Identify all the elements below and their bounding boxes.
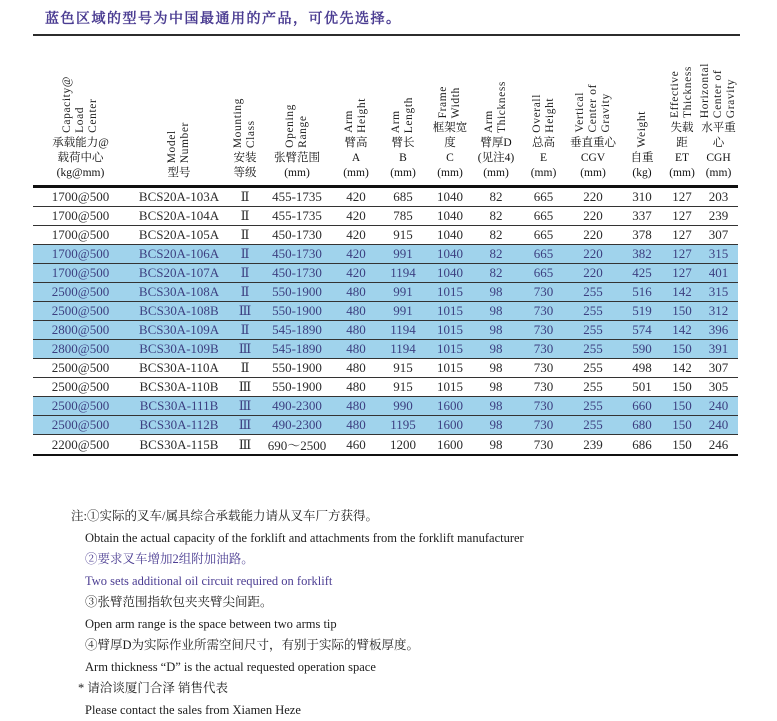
table-cell: 1040 xyxy=(428,264,472,283)
table-cell: 150 xyxy=(665,397,699,416)
table-cell: 312 xyxy=(699,302,738,321)
table-cell: BCS30A-109B xyxy=(128,340,230,359)
table-cell: 2500@500 xyxy=(33,416,128,435)
table-cell: 239 xyxy=(567,435,619,456)
table-cell: Ⅲ xyxy=(230,416,260,435)
table-cell: 239 xyxy=(699,207,738,226)
table-cell: 255 xyxy=(567,359,619,378)
table-row xyxy=(33,302,738,321)
table-cell: 255 xyxy=(567,283,619,302)
table-cell: Ⅱ xyxy=(230,187,260,207)
table-cell: 1195 xyxy=(378,416,428,435)
table-cell: 315 xyxy=(699,283,738,302)
note-line: Obtain the actual capacity of the forklift and attachments from the forklift manufacturer xyxy=(71,528,777,550)
column-header xyxy=(230,36,260,187)
table-cell: Ⅱ xyxy=(230,245,260,264)
table-cell: 98 xyxy=(472,378,520,397)
table-cell: 685 xyxy=(378,187,428,207)
table-cell: 785 xyxy=(378,207,428,226)
note-line: Arm thickness “D” is the actual requested operation space xyxy=(71,657,777,679)
table-cell: Ⅱ xyxy=(230,264,260,283)
table-cell: 590 xyxy=(619,340,665,359)
table-cell: 315 xyxy=(699,245,738,264)
table-cell: Ⅲ xyxy=(230,435,260,456)
table-cell: 220 xyxy=(567,207,619,226)
table-cell: 501 xyxy=(619,378,665,397)
table-cell: 98 xyxy=(472,340,520,359)
table-cell: Ⅱ xyxy=(230,226,260,245)
table-cell: 730 xyxy=(520,435,567,456)
table-cell: BCS20A-105A xyxy=(128,226,230,245)
table-cell: 2200@500 xyxy=(33,435,128,456)
table-cell: 150 xyxy=(665,340,699,359)
table-cell: 82 xyxy=(472,264,520,283)
column-header xyxy=(567,36,619,187)
table-cell: 665 xyxy=(520,187,567,207)
table-cell: BCS20A-106A xyxy=(128,245,230,264)
column-header-en: Model Number xyxy=(166,122,192,163)
table-cell: 307 xyxy=(699,226,738,245)
table-cell: BCS20A-104A xyxy=(128,207,230,226)
column-header-cn: 失载距 ET (mm) xyxy=(665,118,699,185)
table-cell: 550-1900 xyxy=(260,283,334,302)
table-cell: 255 xyxy=(567,416,619,435)
column-header xyxy=(520,36,567,187)
table-cell: 203 xyxy=(699,187,738,207)
header-row xyxy=(33,36,738,187)
table-cell: 2500@500 xyxy=(33,397,128,416)
column-header xyxy=(699,36,738,187)
table-cell: 550-1900 xyxy=(260,302,334,321)
table-cell: 1040 xyxy=(428,187,472,207)
table-cell: 127 xyxy=(665,264,699,283)
table-cell: BCS20A-103A xyxy=(128,187,230,207)
table-cell: 480 xyxy=(334,397,378,416)
column-header-en: Mounting Class xyxy=(232,98,258,148)
table-cell: 420 xyxy=(334,207,378,226)
table-cell: 1600 xyxy=(428,397,472,416)
table-cell: 991 xyxy=(378,283,428,302)
table-cell: 455-1735 xyxy=(260,207,334,226)
table-cell: 337 xyxy=(619,207,665,226)
table-cell: 730 xyxy=(520,378,567,397)
table-cell: 1700@500 xyxy=(33,226,128,245)
table-cell: 1015 xyxy=(428,359,472,378)
table-row xyxy=(33,226,738,245)
column-header-en: Frame Width xyxy=(437,86,463,118)
table-cell: 480 xyxy=(334,340,378,359)
column-header-cn: 张臂范围 (mm) xyxy=(260,148,334,185)
table-cell: 730 xyxy=(520,283,567,302)
table-row xyxy=(33,378,738,397)
table-cell: 1015 xyxy=(428,302,472,321)
column-header-en: Arm Height xyxy=(343,98,369,133)
column-header xyxy=(128,36,230,187)
note-line: ③张臂范围指软包夹夹臂尖间距。 xyxy=(71,592,777,614)
column-header-en: Arm Length xyxy=(390,97,416,133)
table-cell: 1700@500 xyxy=(33,187,128,207)
table-cell: 98 xyxy=(472,397,520,416)
table-cell: 545-1890 xyxy=(260,340,334,359)
column-header-en: Weight xyxy=(636,111,649,148)
table-cell: BCS20A-107A xyxy=(128,264,230,283)
table-cell: 240 xyxy=(699,397,738,416)
table-cell: 150 xyxy=(665,302,699,321)
table-cell: 1194 xyxy=(378,321,428,340)
column-header-cn: 臂长 B (mm) xyxy=(378,133,428,185)
table-cell: 82 xyxy=(472,226,520,245)
note-line: Two sets additional oil circuit required on forklift xyxy=(71,571,777,593)
column-header xyxy=(428,36,472,187)
column-header-cn: 自重 (kg) xyxy=(619,148,665,185)
table-cell: 665 xyxy=(520,245,567,264)
table-cell: 378 xyxy=(619,226,665,245)
table-cell: 127 xyxy=(665,187,699,207)
table-cell: 730 xyxy=(520,397,567,416)
table-cell: 246 xyxy=(699,435,738,456)
table-cell: 127 xyxy=(665,245,699,264)
table-cell: 150 xyxy=(665,378,699,397)
table-cell: 82 xyxy=(472,187,520,207)
table-row xyxy=(33,264,738,283)
table-cell: Ⅲ xyxy=(230,378,260,397)
column-header xyxy=(665,36,699,187)
table-cell: 519 xyxy=(619,302,665,321)
table-cell: 240 xyxy=(699,416,738,435)
table-cell: 127 xyxy=(665,207,699,226)
column-header-en: Opening Range xyxy=(284,104,310,148)
table-cell: BCS30A-115B xyxy=(128,435,230,456)
table-cell: 307 xyxy=(699,359,738,378)
table-cell: 1700@500 xyxy=(33,207,128,226)
table-cell: 1600 xyxy=(428,416,472,435)
column-header-en: Horizontal Center of Gravity xyxy=(699,63,738,118)
table-cell: 396 xyxy=(699,321,738,340)
table-cell: 255 xyxy=(567,397,619,416)
column-header-en: Effective Thickness xyxy=(669,66,695,118)
notes-list xyxy=(71,506,777,721)
table-row xyxy=(33,340,738,359)
table-cell: BCS30A-111B xyxy=(128,397,230,416)
table-cell: 1040 xyxy=(428,226,472,245)
table-cell: 730 xyxy=(520,321,567,340)
table-cell: 665 xyxy=(520,207,567,226)
table-cell: 1040 xyxy=(428,207,472,226)
column-header xyxy=(260,36,334,187)
table-cell: 480 xyxy=(334,416,378,435)
table-cell: 401 xyxy=(699,264,738,283)
column-header xyxy=(334,36,378,187)
table-cell: 990 xyxy=(378,397,428,416)
table-cell: 98 xyxy=(472,416,520,435)
note-line: Please contact the sales from Xiamen Heze xyxy=(71,700,777,721)
table-cell: 1015 xyxy=(428,321,472,340)
table-cell: 1015 xyxy=(428,283,472,302)
table-cell: 420 xyxy=(334,187,378,207)
table-cell: 686 xyxy=(619,435,665,456)
table-cell: 2800@500 xyxy=(33,340,128,359)
note-line: * 请洽谈厦门合泽 销售代表 xyxy=(71,678,777,700)
table-cell: Ⅲ xyxy=(230,302,260,321)
table-cell: 98 xyxy=(472,302,520,321)
column-header-en: Overall Height xyxy=(531,94,557,133)
table-cell: 730 xyxy=(520,359,567,378)
column-header-cn: 承载能力@ 载荷中心 (kg@mm) xyxy=(33,133,128,185)
table-cell: 665 xyxy=(520,226,567,245)
table-cell: 150 xyxy=(665,416,699,435)
column-header-cn: 总高 E (mm) xyxy=(520,133,567,185)
column-header-cn: 臂厚D (见注4) (mm) xyxy=(472,133,520,185)
table-cell: Ⅱ xyxy=(230,283,260,302)
spec-table xyxy=(33,36,738,456)
table-cell: 2800@500 xyxy=(33,321,128,340)
note-line: 注:①实际的叉车/属具综合承载能力请从叉车厂方获得。 xyxy=(71,506,777,528)
table-cell: 991 xyxy=(378,302,428,321)
table-cell: 490-2300 xyxy=(260,416,334,435)
table-cell: 1194 xyxy=(378,340,428,359)
table-row xyxy=(33,435,738,456)
table-cell: 460 xyxy=(334,435,378,456)
table-cell: 480 xyxy=(334,378,378,397)
table-cell: 480 xyxy=(334,283,378,302)
table-cell: 142 xyxy=(665,359,699,378)
column-header-cn: 垂直重心 CGV (mm) xyxy=(567,133,619,185)
column-header-cn: 臂高 A (mm) xyxy=(334,133,378,185)
table-cell: 255 xyxy=(567,340,619,359)
table-cell: 2500@500 xyxy=(33,302,128,321)
table-cell: Ⅲ xyxy=(230,397,260,416)
table-cell: 142 xyxy=(665,321,699,340)
column-header xyxy=(472,36,520,187)
table-cell: BCS30A-108A xyxy=(128,283,230,302)
table-cell: 310 xyxy=(619,187,665,207)
table-cell: 915 xyxy=(378,378,428,397)
table-cell: BCS30A-109A xyxy=(128,321,230,340)
column-header-cn: 框架宽度 C (mm) xyxy=(428,118,472,185)
column-header-cn: 水平重心 CGH (mm) xyxy=(699,118,738,185)
table-cell: 1194 xyxy=(378,264,428,283)
column-header-en: Arm Thickness xyxy=(483,81,509,133)
table-cell: 550-1900 xyxy=(260,359,334,378)
table-cell: 574 xyxy=(619,321,665,340)
table-row xyxy=(33,397,738,416)
table-cell: 991 xyxy=(378,245,428,264)
table-cell: 82 xyxy=(472,207,520,226)
table-cell: 98 xyxy=(472,283,520,302)
table-cell: 425 xyxy=(619,264,665,283)
table-cell: 480 xyxy=(334,359,378,378)
table-cell: BCS30A-110A xyxy=(128,359,230,378)
table-cell: 730 xyxy=(520,416,567,435)
table-cell: BCS30A-108B xyxy=(128,302,230,321)
table-cell: 480 xyxy=(334,302,378,321)
table-cell: 730 xyxy=(520,302,567,321)
table-cell: 660 xyxy=(619,397,665,416)
table-cell: 455-1735 xyxy=(260,187,334,207)
table-cell: 98 xyxy=(472,359,520,378)
spec-table-body xyxy=(33,187,738,456)
table-cell: 220 xyxy=(567,245,619,264)
table-cell: 220 xyxy=(567,226,619,245)
table-row xyxy=(33,207,738,226)
table-row xyxy=(33,187,738,207)
note-line: Open arm range is the space between two arms tip xyxy=(71,614,777,636)
table-cell: 255 xyxy=(567,378,619,397)
table-cell: 255 xyxy=(567,302,619,321)
table-cell: 1600 xyxy=(428,435,472,456)
table-cell: 420 xyxy=(334,245,378,264)
table-cell: 1015 xyxy=(428,340,472,359)
table-cell: BCS30A-112B xyxy=(128,416,230,435)
note-line: ④臂厚D为实际作业所需空间尺寸，有别于实际的臂板厚度。 xyxy=(71,635,777,657)
table-cell: 305 xyxy=(699,378,738,397)
table-cell: 382 xyxy=(619,245,665,264)
table-cell: 915 xyxy=(378,226,428,245)
table-cell: 490-2300 xyxy=(260,397,334,416)
table-cell: 142 xyxy=(665,283,699,302)
table-cell: 730 xyxy=(520,340,567,359)
table-cell: 1700@500 xyxy=(33,264,128,283)
table-cell: 420 xyxy=(334,226,378,245)
table-cell: 2500@500 xyxy=(33,359,128,378)
table-cell: Ⅱ xyxy=(230,359,260,378)
table-cell: 220 xyxy=(567,187,619,207)
table-cell: 665 xyxy=(520,264,567,283)
note-line: ②要求叉车增加2组附加油路。 xyxy=(71,549,777,571)
column-header-cn: 安装 等级 xyxy=(230,148,260,185)
table-cell: 2500@500 xyxy=(33,378,128,397)
table-cell: 450-1730 xyxy=(260,226,334,245)
table-cell: 915 xyxy=(378,359,428,378)
table-cell: 420 xyxy=(334,264,378,283)
table-cell: 1700@500 xyxy=(33,245,128,264)
column-header-cn: 型号 xyxy=(128,163,230,185)
table-cell: 98 xyxy=(472,435,520,456)
table-cell: 127 xyxy=(665,226,699,245)
column-header xyxy=(33,36,128,187)
table-cell: 220 xyxy=(567,264,619,283)
table-cell: 498 xyxy=(619,359,665,378)
table-cell: 1200 xyxy=(378,435,428,456)
column-header xyxy=(619,36,665,187)
table-cell: 516 xyxy=(619,283,665,302)
table-row xyxy=(33,245,738,264)
table-cell: 450-1730 xyxy=(260,264,334,283)
table-cell: Ⅱ xyxy=(230,207,260,226)
table-row xyxy=(33,359,738,378)
table-row xyxy=(33,416,738,435)
table-cell: 680 xyxy=(619,416,665,435)
column-header xyxy=(378,36,428,187)
table-cell: 480 xyxy=(334,321,378,340)
table-cell: 150 xyxy=(665,435,699,456)
table-cell: 255 xyxy=(567,321,619,340)
column-header-en: Capacity@ Load Center xyxy=(61,76,100,133)
table-cell: Ⅱ xyxy=(230,321,260,340)
table-cell: 545-1890 xyxy=(260,321,334,340)
table-cell: 690～2500 xyxy=(260,435,334,456)
table-cell: Ⅲ xyxy=(230,340,260,359)
table-cell: 1015 xyxy=(428,378,472,397)
table-cell: 82 xyxy=(472,245,520,264)
table-cell: BCS30A-110B xyxy=(128,378,230,397)
table-row xyxy=(33,283,738,302)
table-cell: 1040 xyxy=(428,245,472,264)
table-cell: 391 xyxy=(699,340,738,359)
column-header-en: Vertical Center of Gravity xyxy=(574,84,613,133)
table-cell: 550-1900 xyxy=(260,378,334,397)
page-title: 蓝色区域的型号为中国最通用的产品，可优先选择。 xyxy=(33,8,777,28)
table-cell: 98 xyxy=(472,321,520,340)
table-row xyxy=(33,321,738,340)
table-cell: 450-1730 xyxy=(260,245,334,264)
table-cell: 2500@500 xyxy=(33,283,128,302)
